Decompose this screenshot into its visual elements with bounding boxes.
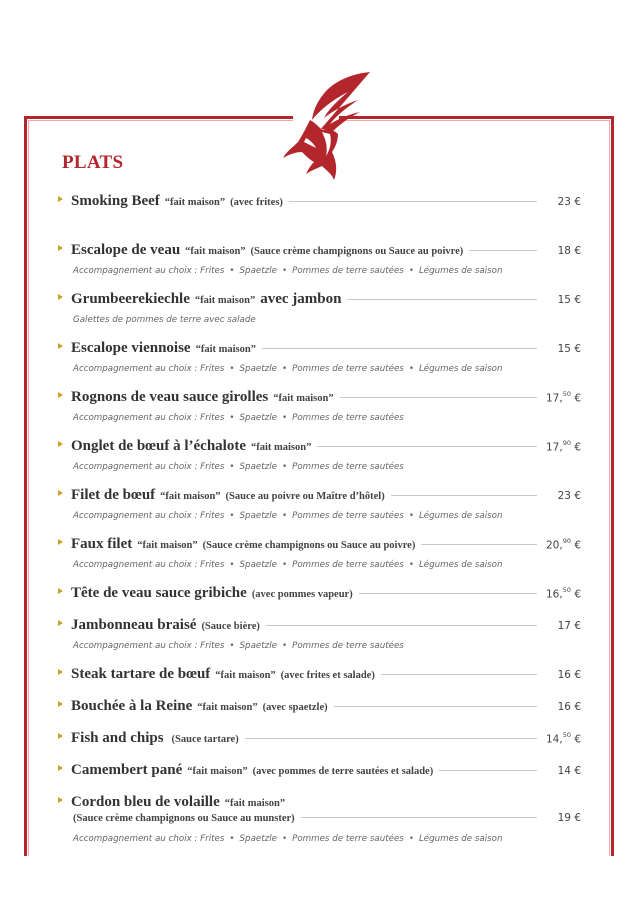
dish-item — [58, 242, 581, 291]
dot-leader — [340, 397, 537, 398]
dish-name: Onglet de bœuf à l’échalote — [71, 438, 246, 454]
dish-item — [58, 585, 581, 617]
dish-item — [58, 193, 581, 242]
dish-price: 15 € — [557, 343, 581, 355]
dish-item — [58, 487, 581, 536]
dish-name: Steak tartare de bœuf — [71, 666, 211, 682]
dish-tag: “fait maison” — [185, 246, 246, 257]
bullet-triangle-icon — [58, 245, 63, 251]
dish-price: 18 € — [557, 245, 581, 257]
dish-name: Filet de bœuf — [71, 487, 156, 503]
dish-tag: “fait maison” — [197, 702, 258, 713]
dish-extra: (Sauce crème champignons ou Sauce au munster) — [73, 813, 295, 824]
dot-leader — [289, 201, 537, 202]
dot-leader — [421, 544, 537, 545]
dish-list — [58, 193, 581, 856]
dot-leader — [245, 738, 537, 739]
dish-name: Jambonneau braisé — [71, 617, 197, 633]
dish-price: 14 € — [557, 765, 581, 777]
bullet-triangle-icon — [58, 765, 63, 771]
dish-name: Fish and chips — [71, 730, 164, 746]
dish-name: Escalope viennoise — [71, 340, 191, 356]
eagle-icon — [280, 70, 375, 182]
dish-name: Bouchée à la Reine — [71, 698, 193, 714]
dish-extra: (Sauce bière) — [201, 621, 260, 632]
dish-extra: (avec frites) — [230, 197, 283, 208]
dot-leader — [381, 674, 537, 675]
dish-name: Rognons de veau sauce girolles — [71, 389, 269, 405]
dot-leader — [347, 299, 537, 300]
dish-sides: Accompagnement au choix : Frites • Spaetzle • Pommes de terre sautées • Légumes de saison — [73, 364, 503, 374]
dish-item — [58, 536, 581, 585]
dish-tag: “fait maison” — [273, 393, 334, 404]
bullet-triangle-icon — [58, 669, 63, 675]
dish-price: 23 € — [557, 490, 581, 502]
dish-price: 17,50 € — [545, 389, 581, 404]
dish-extra: (Sauce tartare) — [171, 734, 239, 745]
dish-name: Tête de veau sauce gribiche — [71, 585, 247, 601]
dish-price: 17 € — [557, 620, 581, 632]
dot-leader — [301, 817, 537, 818]
dish-tag: “fait maison” — [250, 442, 312, 453]
dish-item — [58, 340, 581, 389]
dish-sides: Accompagnement au choix : Frites • Spaetzle • Pommes de terre sautées • Légumes de saison — [73, 511, 503, 521]
dish-name: Smoking Beef — [71, 193, 160, 209]
bullet-triangle-icon — [58, 392, 63, 398]
bullet-triangle-icon — [58, 294, 63, 300]
dot-leader — [391, 495, 537, 496]
dot-leader — [359, 593, 537, 594]
dish-extra: (Sauce crème champignons ou Sauce au poivre) — [250, 246, 464, 257]
dish-tag: “fait maison” — [187, 766, 248, 777]
bullet-triangle-icon — [58, 797, 63, 803]
dot-leader — [439, 770, 537, 771]
bullet-triangle-icon — [58, 701, 63, 707]
dish-name: Camembert pané — [71, 762, 183, 778]
bullet-triangle-icon — [58, 733, 63, 739]
dish-sides: Accompagnement au choix : Frites • Spaetzle • Pommes de terre sautées — [73, 462, 404, 472]
bullet-triangle-icon — [58, 196, 63, 202]
bullet-triangle-icon — [58, 490, 63, 496]
bullet-triangle-icon — [58, 620, 63, 626]
dish-item — [58, 794, 581, 856]
dish-price: 20,90 € — [545, 536, 581, 551]
bullet-triangle-icon — [58, 343, 63, 349]
dish-sides: Accompagnement au choix : Frites • Spaetzle • Pommes de terre sautées — [73, 641, 404, 651]
bullet-triangle-icon — [58, 441, 63, 447]
dish-item — [58, 291, 581, 340]
dish-tag: “fait maison” — [195, 344, 256, 355]
dish-price: 16 € — [557, 701, 581, 713]
dish-name: Escalope de veau — [71, 242, 181, 258]
dish-extra: (avec pommes de terre sautées et salade) — [252, 766, 434, 777]
dish-item — [58, 438, 581, 487]
dish-tag: “fait maison” — [224, 798, 286, 809]
dot-leader — [334, 706, 537, 707]
dish-item — [58, 389, 581, 438]
dish-price: 14,50 € — [545, 730, 581, 745]
section-title: PLATS — [62, 152, 124, 173]
dish-name: Faux filet — [71, 536, 133, 552]
page-crop-edge — [58, 852, 583, 906]
dish-extra: (avec pommes vapeur) — [251, 589, 353, 600]
dot-leader — [262, 348, 537, 349]
dish-price: 17,90 € — [545, 438, 581, 453]
dish-description: Galettes de pommes de terre avec salade — [73, 315, 256, 325]
dish-tag: “fait maison” — [164, 197, 226, 208]
bullet-triangle-icon — [58, 539, 63, 545]
dot-leader — [469, 250, 537, 251]
bullet-triangle-icon — [58, 588, 63, 594]
dish-price: 15 € — [557, 294, 581, 306]
dish-item — [58, 762, 581, 794]
dish-sides: Accompagnement au choix : Frites • Spaetzle • Pommes de terre sautées • Légumes de saison — [73, 834, 503, 844]
dish-extra: (avec spaetzle) — [262, 702, 328, 713]
dot-leader — [266, 625, 537, 626]
dish-tag: “fait maison” — [194, 295, 256, 306]
dish-item — [58, 730, 581, 762]
dish-extra: (avec frites et salade) — [280, 670, 375, 681]
dish-price: 19 € — [557, 812, 581, 824]
dish-item — [58, 698, 581, 730]
dish-tag: “fait maison” — [137, 540, 198, 551]
dish-tag: “fait maison” — [160, 491, 221, 502]
dish-sides: Accompagnement au choix : Frites • Spaetzle • Pommes de terre sautées • Légumes de saison — [73, 560, 503, 570]
dish-item — [58, 617, 581, 666]
dish-price: 23 € — [557, 196, 581, 208]
dish-tag: “fait maison” — [215, 670, 276, 681]
dish-sides: Accompagnement au choix : Frites • Spaetzle • Pommes de terre sautées • Légumes de saison — [73, 266, 503, 276]
dish-sides: Accompagnement au choix : Frites • Spaetzle • Pommes de terre sautées — [73, 413, 404, 423]
dish-name: Grumbeerekiechle — [71, 291, 190, 307]
dish-name: Cordon bleu de volaille — [71, 794, 220, 810]
dish-price: 16,50 € — [545, 585, 581, 600]
dish-item — [58, 666, 581, 698]
dish-extra: avec jambon — [260, 291, 342, 307]
dish-extra: (Sauce au poivre ou Maître d’hôtel) — [225, 491, 385, 502]
dish-extra: (Sauce crème champignons ou Sauce au poivre) — [202, 540, 416, 551]
dot-leader — [317, 446, 537, 447]
dish-price: 16 € — [557, 669, 581, 681]
